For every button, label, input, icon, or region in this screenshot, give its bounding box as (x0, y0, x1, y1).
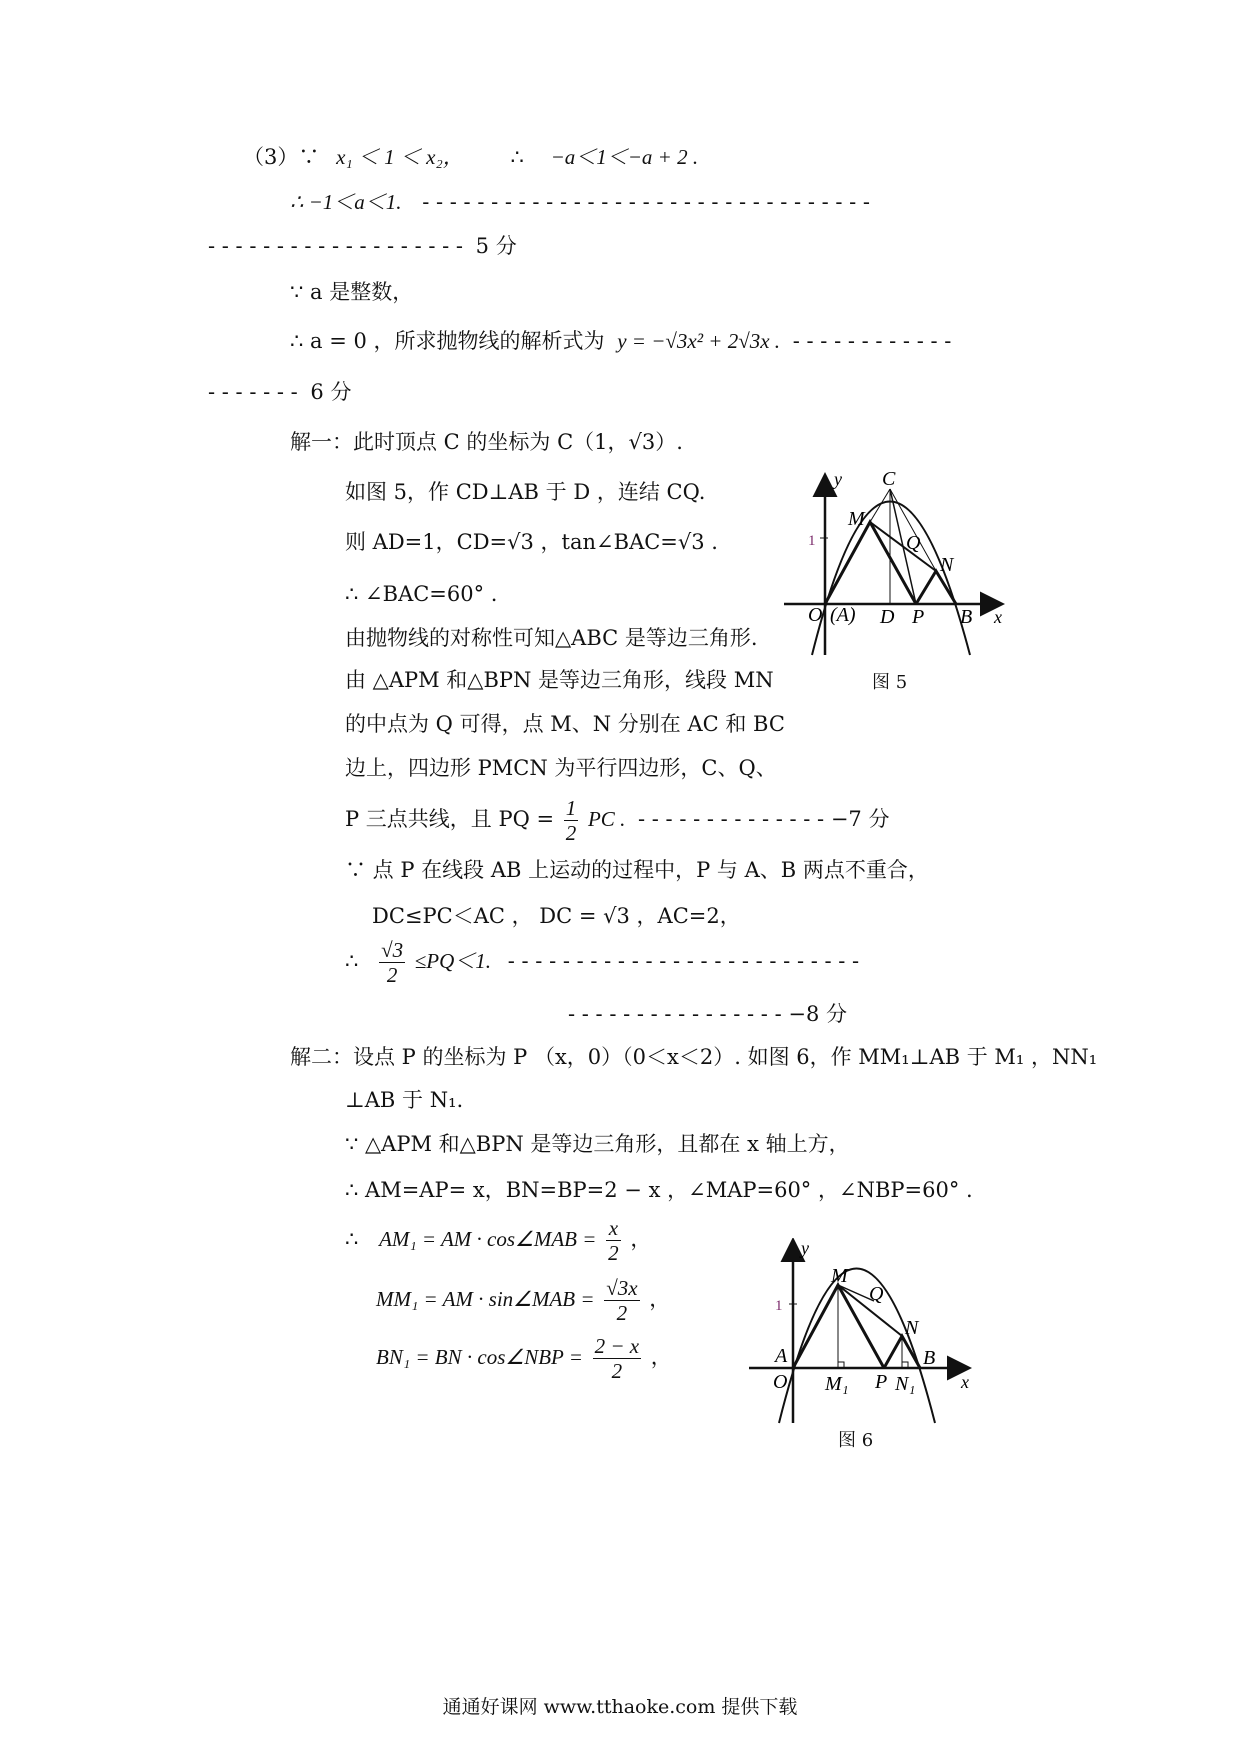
score-dashes: - - - - - - - - - - - - - - (638, 807, 825, 831)
score-dashes: - - - - - - - - - - - - - - - - - - - (208, 234, 463, 258)
fraction (593, 1334, 642, 1383)
label-m1: M₁ (825, 1373, 849, 1395)
solution-two-step: ∴ AM=AP= x，BN=BP=2 − x ，∠MAP=60° ，∠NBP=60° . (345, 1178, 973, 1202)
solution-one-step: ∴ ∠BAC=60° . (345, 582, 498, 606)
label-a: (A) (830, 604, 856, 626)
label-x: x (961, 1372, 969, 1392)
equation-bn1 (376, 1332, 672, 1383)
solution-two-step: ∵ △APM 和△BPN 是等边三角形，且都在 x 轴上方， (345, 1132, 850, 1156)
label-a: A (775, 1345, 788, 1367)
label-one: 1 (775, 1298, 783, 1314)
line-score-8 (568, 1000, 847, 1028)
line-score-5 (208, 232, 517, 260)
label-m: M (848, 508, 865, 530)
line-a-integer (290, 278, 413, 306)
fraction-numerator: 2 − x (594, 1334, 640, 1358)
fraction-denominator: 2 (611, 1359, 623, 1383)
label-m: M (831, 1265, 848, 1287)
fraction-numerator: x (606, 1216, 621, 1241)
figure-5-caption: 图 5 (872, 672, 908, 693)
segment-ca (870, 489, 890, 522)
therefore-symbol: ∴ (345, 1227, 359, 1251)
fraction (606, 1216, 621, 1265)
pq-prefix: P 三点共线，且 PQ = (345, 807, 555, 831)
score-dashes: - - - - - - - - - - - - - - - - (568, 1002, 782, 1026)
parabola (812, 502, 973, 656)
solution-two-step: ⊥AB 于 N₁. (345, 1088, 464, 1112)
part-label: （3）∵ (243, 145, 320, 169)
fraction (604, 1276, 639, 1325)
solution-one-step: 如图 5，作 CD⊥AB 于 D ，连结 CQ. (345, 480, 706, 504)
figure-5 (780, 465, 1020, 660)
label-o: O (808, 604, 823, 626)
score-dashes: - - - - - - - (208, 380, 298, 404)
equation-tail: ， (649, 1287, 671, 1311)
label-n: N (940, 554, 954, 576)
fraction-denominator: 2 (565, 821, 577, 845)
line-condition (243, 143, 698, 171)
score-dashes: - - - - - - - - - - - - - - - - - - - - - - - - - - - - - - - - - (422, 190, 871, 214)
solution-one-step: 边上，四边形 PMCN 为平行四边形，C、Q、 (345, 756, 777, 780)
segment-cb (890, 489, 936, 571)
fraction-root3-half (379, 938, 405, 987)
label-y: y (834, 469, 842, 489)
score-dashes: - - - - - - - - - - - - (792, 329, 952, 353)
label-n1: N₁ (895, 1373, 916, 1395)
solution-one-step: 由 △APM 和△BPN 是等边三角形，线段 MN (345, 668, 774, 692)
therefore-symbol: ∴ (345, 949, 359, 973)
figure-6-caption: 图 6 (838, 1430, 874, 1451)
label-q: Q (869, 1283, 884, 1305)
root-inequality: x₁ ＜ 1 ＜ x₂， (336, 145, 464, 169)
score-6: 6 分 (310, 380, 352, 404)
solution-one-step: 由抛物线的对称性可知△ABC 是等边三角形. (345, 626, 758, 650)
page-footer: 通通好课网 www.tthaoke.com 提供下载 (442, 1696, 798, 1718)
fraction-numerator: √3x (606, 1276, 638, 1300)
solution-one-step: 则 AD=1，CD=√3 ，tan∠BAC=√3 . (345, 530, 718, 554)
score-8: −8 分 (788, 1002, 847, 1026)
figure-6 (745, 1238, 985, 1428)
a-integer-text: ∵ a 是整数， (290, 280, 414, 304)
label-x: x (994, 607, 1002, 627)
equation-lhs: BN₁ = BN · cos∠NBP = (376, 1345, 583, 1369)
label-b: B (960, 606, 973, 628)
a-inequality: −a＜1＜−a + 2 . (550, 145, 699, 169)
a-range: ∴ −1＜a＜1. (290, 190, 402, 214)
solution-one-step: DC≤PC＜AC ， DC = √3 ，AC=2， (372, 904, 741, 928)
parabola (779, 1269, 935, 1424)
parabola-formula: y = −√3x² + 2√3x . (617, 329, 781, 353)
score-dashes: - - - - - - - - - - - - - - - - - - - - - - - - - - (507, 949, 860, 973)
label-b: B (923, 1347, 936, 1369)
equation-mm1 (376, 1274, 670, 1325)
label-q: Q (906, 532, 921, 554)
solution-one-step: ∵ 点 P 在线段 AB 上运动的过程中，P 与 A、B 两点不重合， (345, 858, 929, 882)
solution-two-heading: 解二：设点 P 的坐标为 P （x，0）（0＜x＜2）. 如图 6，作 MM₁⊥AB 于 M₁ ，NN₁ (290, 1045, 1098, 1069)
score-5: 5 分 (475, 234, 517, 258)
label-o: O (773, 1371, 788, 1393)
fraction-numerator: √3 (381, 938, 404, 962)
a-value-text: ∴ a = 0 ，所求抛物线的解析式为 (290, 329, 605, 353)
line-score-6 (208, 378, 351, 406)
solution-one-heading: 解一：此时顶点 C 的坐标为 C（1，√3）. (290, 430, 683, 454)
pq-suffix: PC . (587, 807, 626, 831)
pq-range: ≤PQ＜1. (414, 949, 492, 973)
label-y: y (801, 1238, 809, 1258)
equation-lhs: MM₁ = AM · sin∠MAB = (376, 1287, 595, 1311)
label-one: 1 (808, 533, 816, 549)
fraction-denominator: 2 (616, 1301, 628, 1325)
fraction-numerator: 1 (565, 796, 577, 820)
line-pq-half (345, 794, 889, 845)
equation-am1 (345, 1214, 651, 1265)
equation-tail: ， (650, 1345, 672, 1369)
fraction-denominator: 2 (386, 963, 398, 987)
score-7: −7 分 (830, 807, 890, 831)
line-pq-range (345, 936, 859, 987)
label-p: P (912, 606, 925, 628)
solution-one-step: 的中点为 Q 可得，点 M、N 分别在 AC 和 BC (345, 712, 785, 736)
triangle-apm (825, 522, 916, 604)
equation-tail: ， (630, 1227, 652, 1251)
label-c: C (882, 468, 896, 490)
label-n: N (905, 1317, 919, 1339)
line-parabola (290, 327, 951, 355)
line-a-range (290, 188, 870, 216)
label-p: P (875, 1371, 888, 1393)
label-d: D (880, 606, 895, 628)
therefore-symbol: ∴ (510, 145, 524, 169)
equation-lhs: AM₁ = AM · cos∠MAB = (379, 1227, 597, 1251)
fraction-half (564, 796, 579, 845)
fraction-denominator: 2 (608, 1241, 619, 1265)
